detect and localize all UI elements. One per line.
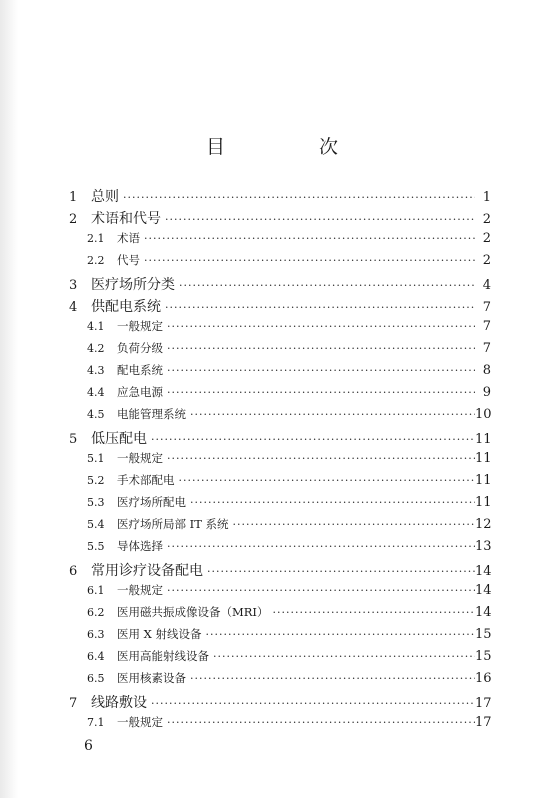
toc-entry-page: 17 — [475, 715, 492, 730]
toc-dot-leader — [207, 565, 475, 578]
toc-entry-page: 15 — [475, 649, 492, 664]
toc-section-entry — [67, 648, 491, 670]
toc-entry-label: 供配电系统 — [91, 299, 161, 315]
toc-dot-leader — [233, 518, 475, 531]
toc-dot-leader — [165, 301, 475, 314]
toc-entry-label: 医用高能射线设备 — [117, 649, 209, 663]
page-title: 目 次 — [205, 136, 383, 158]
toc-entry-number: 4.5 — [87, 408, 105, 421]
toc-entry-page: 15 — [475, 627, 492, 642]
toc-entry-label: 医用核素设备 — [117, 671, 186, 685]
toc-entry-label: 医用 X 射线设备 — [117, 627, 202, 641]
toc-section-entry — [67, 670, 491, 692]
toc-dot-leader — [151, 697, 475, 710]
toc-dot-leader — [165, 213, 475, 226]
toc-section-entry — [67, 538, 491, 560]
toc-entry-page: 14 — [475, 564, 492, 579]
toc-entry-page: 12 — [475, 517, 492, 532]
toc-entry-number: 3 — [69, 278, 78, 293]
toc-section-entry — [67, 340, 491, 362]
toc-entry-number: 6.4 — [87, 650, 105, 663]
toc-entry-label: 常用诊疗设备配电 — [91, 563, 203, 579]
toc-section-entry — [67, 230, 491, 252]
toc-entry-page: 7 — [482, 341, 491, 356]
footer-page-number: 6 — [84, 738, 93, 754]
toc-entry-number: 5.5 — [87, 540, 105, 553]
toc-entry-label: 配电系统 — [117, 363, 163, 377]
toc-entry-number: 2.1 — [87, 232, 105, 245]
toc-entry-page: 1 — [482, 190, 491, 205]
toc-dot-leader — [151, 433, 475, 446]
toc-entry-number: 6.5 — [87, 672, 105, 685]
toc-entry-number: 4.3 — [87, 364, 105, 377]
toc-entry-number: 1 — [69, 190, 78, 205]
toc-entry-page: 13 — [475, 539, 492, 554]
toc-dot-leader — [144, 232, 475, 245]
toc-section-entry — [67, 450, 491, 472]
toc-entry-label: 医疗场所分类 — [91, 277, 175, 293]
toc-section-entry — [67, 626, 491, 648]
toc-dot-leader — [167, 452, 475, 465]
toc-entry-page: 7 — [482, 319, 491, 334]
toc-entry-label: 代号 — [117, 253, 140, 267]
toc-chapter-entry — [67, 428, 491, 450]
toc-entry-label: 应急电源 — [117, 385, 163, 399]
toc-entry-page: 2 — [482, 253, 491, 268]
toc-entry-label: 低压配电 — [91, 431, 147, 447]
toc-entry-number: 4.4 — [87, 386, 105, 399]
toc-entry-page: 2 — [482, 231, 491, 246]
toc-entry-label: 负荷分级 — [117, 341, 163, 355]
page-left-shadow — [0, 0, 18, 798]
toc-entry-number: 5.1 — [87, 452, 105, 465]
toc-entry-label: 术语和代号 — [91, 211, 161, 227]
toc-entry-number: 5.3 — [87, 496, 105, 509]
toc-entry-page: 9 — [482, 385, 491, 400]
toc-entry-label: 术语 — [117, 231, 140, 245]
toc-dot-leader — [167, 320, 475, 333]
toc-entry-label: 手术部配电 — [117, 473, 175, 487]
toc-chapter-entry — [67, 560, 491, 582]
toc-dot-leader — [144, 254, 475, 267]
toc-entry-number: 5.4 — [87, 518, 105, 531]
toc-entry-number: 4 — [69, 300, 78, 315]
toc-section-entry — [67, 604, 491, 626]
toc-entry-number: 6.1 — [87, 584, 105, 597]
toc-section-entry — [67, 362, 491, 384]
toc-dot-leader — [272, 606, 475, 619]
toc-entry-page: 16 — [475, 671, 492, 686]
toc-entry-page: 2 — [482, 212, 491, 227]
toc-entry-label: 医疗场所局部 IT 系统 — [117, 517, 229, 531]
toc-entry-label: 医用磁共振成像设备（MRI） — [117, 605, 269, 619]
toc-entry-label: 一般规定 — [117, 319, 163, 333]
toc-entry-page: 14 — [475, 605, 492, 620]
toc-section-entry — [67, 406, 491, 428]
toc-section-entry — [67, 516, 491, 538]
toc-entry-page: 17 — [475, 696, 492, 711]
toc-entry-page: 4 — [482, 278, 491, 293]
toc-chapter-entry — [67, 692, 491, 714]
toc-entry-number: 5.2 — [87, 474, 105, 487]
toc-entry-page: 14 — [475, 583, 492, 598]
toc-entry-page: 11 — [475, 451, 492, 466]
toc-entry-number: 7.1 — [87, 716, 105, 729]
toc-dot-leader — [206, 628, 476, 641]
toc-entry-number: 4.2 — [87, 342, 105, 355]
toc-section-entry — [67, 384, 491, 406]
toc-dot-leader — [123, 191, 475, 204]
toc-entry-number: 4.1 — [87, 320, 105, 333]
toc-dot-leader — [167, 540, 475, 553]
toc-section-entry — [67, 494, 491, 516]
toc-entry-label: 导体选择 — [117, 539, 163, 553]
toc-entry-number: 5 — [69, 432, 78, 447]
toc-dot-leader — [167, 716, 475, 729]
toc-dot-leader — [167, 342, 475, 355]
toc-entry-label: 电能管理系统 — [117, 407, 186, 421]
toc-section-entry — [67, 318, 491, 340]
toc-entry-label: 线路敷设 — [91, 695, 147, 711]
toc-entry-number: 6.3 — [87, 628, 105, 641]
toc-entry-label: 总则 — [91, 189, 119, 205]
toc-section-entry — [67, 252, 491, 274]
toc-entry-number: 2.2 — [87, 254, 105, 267]
toc-chapter-entry — [67, 186, 491, 208]
toc-entry-page: 11 — [475, 473, 492, 488]
toc-dot-leader — [167, 584, 475, 597]
toc-entry-page: 8 — [482, 363, 491, 378]
toc-dot-leader — [190, 496, 475, 509]
table-of-contents — [67, 186, 491, 736]
toc-chapter-entry — [67, 208, 491, 230]
toc-entry-number: 7 — [69, 696, 78, 711]
toc-entry-label: 一般规定 — [117, 451, 163, 465]
toc-entry-label: 医疗场所配电 — [117, 495, 186, 509]
toc-entry-label: 一般规定 — [117, 715, 163, 729]
toc-entry-page: 10 — [475, 407, 492, 422]
toc-dot-leader — [167, 364, 475, 377]
toc-dot-leader — [179, 474, 476, 487]
toc-dot-leader — [190, 408, 475, 421]
toc-entry-number: 2 — [69, 212, 78, 227]
toc-chapter-entry — [67, 296, 491, 318]
toc-dot-leader — [213, 650, 475, 663]
toc-entry-number: 6.2 — [87, 606, 105, 619]
toc-entry-page: 7 — [482, 300, 491, 315]
toc-section-entry — [67, 582, 491, 604]
toc-section-entry — [67, 714, 491, 736]
toc-entry-page: 11 — [475, 495, 492, 510]
toc-chapter-entry — [67, 274, 491, 296]
toc-entry-number: 6 — [69, 564, 78, 579]
toc-dot-leader — [179, 279, 475, 292]
toc-entry-label: 一般规定 — [117, 583, 163, 597]
toc-dot-leader — [190, 672, 475, 685]
toc-dot-leader — [167, 386, 475, 399]
toc-entry-page: 11 — [475, 432, 492, 447]
toc-section-entry — [67, 472, 491, 494]
